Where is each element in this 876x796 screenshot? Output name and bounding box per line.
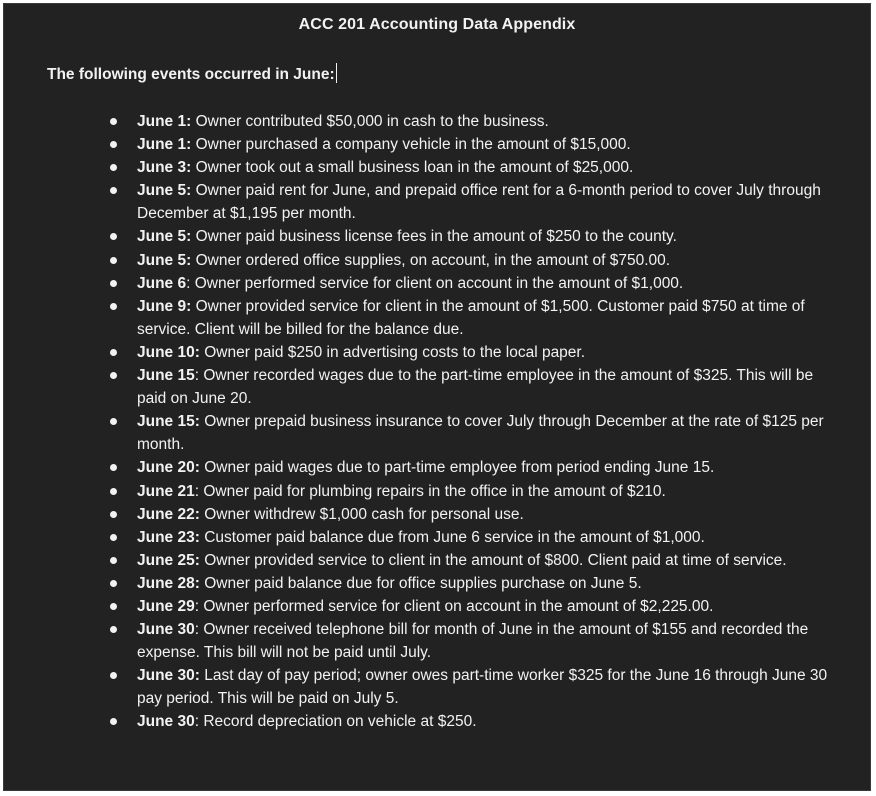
event-text: Owner prepaid business insurance to cover July through December at the rate of $125 per month. bbox=[137, 413, 824, 454]
event-text: : Owner received telephone bill for month of June in the amount of $155 and recorded the expense. This bill will not be paid until July. bbox=[137, 621, 809, 662]
event-text: Owner paid balance due for office supplies purchase on June 5. bbox=[199, 574, 642, 592]
event-date: June 1: bbox=[137, 113, 192, 130]
bullet-icon bbox=[110, 464, 117, 471]
bullet-icon bbox=[110, 303, 117, 310]
list-item bbox=[4, 549, 872, 572]
list-item bbox=[4, 595, 872, 618]
event-text: Owner provided service to client in the amount of $800. Client paid at time of service. bbox=[199, 551, 787, 569]
bullet-icon bbox=[110, 672, 117, 679]
bullet-icon bbox=[110, 280, 117, 287]
list-item bbox=[4, 133, 872, 156]
event-text: : Owner performed service for client on account in the amount of $1,000. bbox=[186, 274, 684, 292]
event-text: Owner ordered office supplies, on account, in the amount of $750.00. bbox=[191, 251, 671, 269]
event-text: Owner paid $250 in advertising costs to the local paper. bbox=[199, 343, 586, 361]
event-date: June 5: bbox=[137, 182, 192, 200]
event-date: June 30: bbox=[137, 667, 200, 685]
list-item bbox=[4, 110, 872, 133]
event-date: June 5: bbox=[137, 228, 192, 246]
bullet-icon bbox=[110, 534, 117, 541]
text-cursor bbox=[336, 63, 337, 83]
event-date: June 5: bbox=[137, 251, 192, 269]
list-item bbox=[4, 179, 872, 225]
bullet-icon bbox=[110, 511, 117, 518]
bullet-icon bbox=[110, 603, 117, 610]
bullet-icon bbox=[110, 141, 117, 148]
event-date: June 15 bbox=[137, 367, 195, 385]
event-text: Owner provided service for client in the amount of $1,500. Customer paid $750 at time of service. Client will be billed for the balance due. bbox=[137, 297, 805, 338]
event-text: Owner contributed $50,000 in cash to the business. bbox=[191, 113, 549, 130]
event-text: Last day of pay period; owner owes part-time worker $325 for the June 16 through June 30 pay period. This will be paid on July 5. bbox=[137, 667, 828, 708]
bullet-icon bbox=[110, 626, 117, 633]
event-date: June 9: bbox=[137, 297, 192, 315]
event-date: June 22: bbox=[137, 505, 200, 523]
bullet-icon bbox=[110, 557, 117, 564]
intro-label: The following events occurred in June: bbox=[47, 66, 335, 83]
event-text: Owner took out a small business loan in the amount of $25,000. bbox=[191, 159, 634, 177]
list-item bbox=[4, 225, 872, 248]
bullet-icon bbox=[110, 580, 117, 587]
list-item bbox=[4, 664, 872, 710]
document-page bbox=[3, 3, 871, 791]
event-date: June 30 bbox=[137, 713, 195, 731]
list-item bbox=[4, 503, 872, 526]
list-item bbox=[4, 272, 872, 295]
event-date: June 6 bbox=[137, 274, 187, 292]
event-text: Owner paid wages due to part-time employee from period ending June 15. bbox=[199, 459, 715, 477]
event-text: Owner withdrew $1,000 cash for personal use. bbox=[199, 505, 524, 523]
event-text: : Owner paid for plumbing repairs in the office in the amount of $210. bbox=[194, 482, 666, 500]
event-date: June 28: bbox=[137, 574, 200, 592]
intro-text[interactable] bbox=[47, 63, 337, 84]
event-date: June 20: bbox=[137, 459, 200, 477]
event-date: June 1: bbox=[137, 136, 192, 154]
bullet-icon bbox=[110, 488, 117, 495]
list-item bbox=[4, 156, 872, 179]
event-date: June 3: bbox=[137, 159, 192, 177]
bullet-icon bbox=[110, 349, 117, 356]
list-item bbox=[4, 295, 872, 341]
event-date: June 21 bbox=[137, 482, 195, 500]
list-item bbox=[4, 526, 872, 549]
event-text: : Record depreciation on vehicle at $250. bbox=[194, 713, 477, 731]
event-text: : Owner performed service for client on account in the amount of $2,225.00. bbox=[194, 597, 714, 615]
events-list bbox=[4, 110, 872, 734]
list-item bbox=[4, 456, 872, 479]
list-item bbox=[4, 710, 872, 733]
event-text: Customer paid balance due from June 6 service in the amount of $1,000. bbox=[199, 528, 705, 546]
bullet-icon bbox=[110, 164, 117, 171]
event-date: June 29 bbox=[137, 597, 195, 615]
event-date: June 10: bbox=[137, 343, 200, 361]
list-item bbox=[4, 572, 872, 595]
document-title: ACC 201 Accounting Data Appendix bbox=[298, 16, 576, 33]
event-text: Owner paid rent for June, and prepaid office rent for a 6-month period to cover July through December at $1,195 per month. bbox=[137, 182, 821, 223]
bullet-icon bbox=[110, 187, 117, 194]
event-date: June 23: bbox=[137, 528, 200, 546]
list-item bbox=[4, 480, 872, 503]
bullet-icon bbox=[110, 118, 117, 125]
event-date: June 15: bbox=[137, 413, 200, 431]
event-date: June 25: bbox=[137, 551, 200, 569]
event-text: : Owner recorded wages due to the part-time employee in the amount of $325. This will be paid on June 20. bbox=[137, 367, 814, 408]
list-item bbox=[4, 249, 872, 272]
list-item bbox=[4, 410, 872, 456]
bullet-icon bbox=[110, 372, 117, 379]
list-item bbox=[4, 618, 872, 664]
bullet-icon bbox=[110, 718, 117, 725]
bullet-icon bbox=[110, 257, 117, 264]
bullet-icon bbox=[110, 418, 117, 425]
event-text: Owner paid business license fees in the amount of $250 to the county. bbox=[191, 228, 677, 246]
list-item bbox=[4, 364, 872, 410]
event-text: Owner purchased a company vehicle in the amount of $15,000. bbox=[191, 136, 631, 154]
bullet-icon bbox=[110, 233, 117, 240]
event-date: June 30 bbox=[137, 621, 195, 639]
list-item bbox=[4, 341, 872, 364]
